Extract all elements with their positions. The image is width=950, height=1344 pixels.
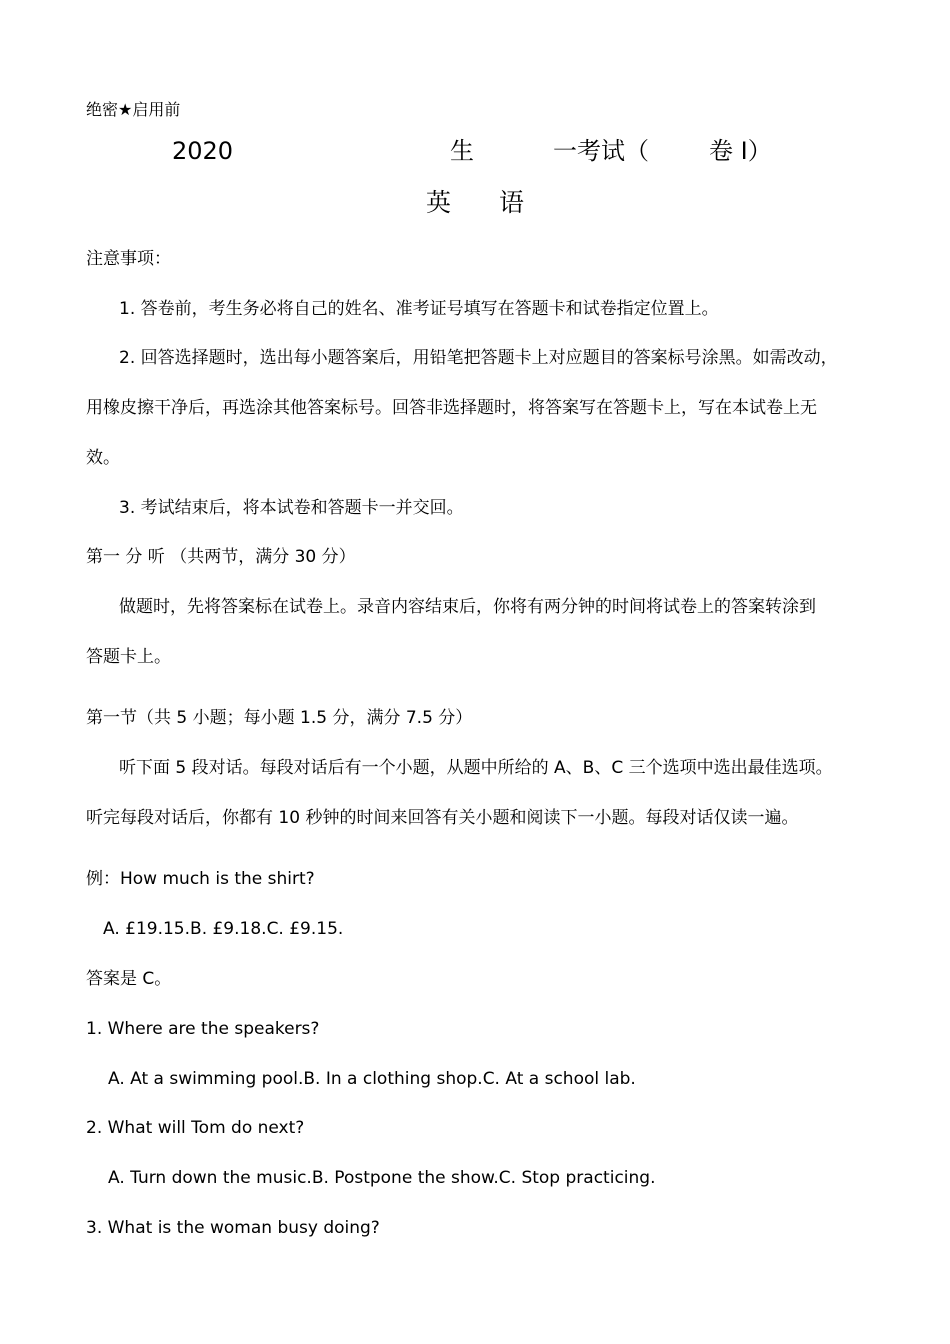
example-question: 例：How much is the shirt? xyxy=(86,869,315,889)
note-item-2-line-1: 2. 回答选择题时，选出每小题答案后，用铅笔把答题卡上对应题目的答案标号涂黑。如需改动， xyxy=(119,348,838,368)
question-2-options: A. Turn down the music.B. Postpone the show.C. Stop practicing. xyxy=(108,1168,656,1188)
subject-title: 英 语 xyxy=(426,188,544,217)
title-part-c: 卷 I） xyxy=(709,137,772,165)
section1-heading: 第一节（共 5 小题；每小题 1.5 分，满分 7.5 分） xyxy=(86,708,473,728)
title-year: 2020 xyxy=(172,137,234,165)
question-1-options: A. At a swimming pool.B. In a clothing shop.C. At a school lab. xyxy=(108,1069,636,1089)
title-part-a: 生 xyxy=(450,137,474,165)
note-item-3: 3. 考试结束后，将本试卷和答题卡一并交回。 xyxy=(119,498,464,518)
example-options: A. £19.15.B. £9.18.C. £9.15. xyxy=(103,919,344,939)
section1-instruction-line-1: 听下面 5 段对话。每段对话后有一个小题，从题中所给的 A、B、C 三个选项中选出最佳选项。 xyxy=(119,758,833,778)
note-item-2-line-2: 用橡皮擦干净后，再选涂其他答案标号。回答非选择题时，将答案写在答题卡上，写在本试卷上无 xyxy=(86,398,817,418)
note-item-1: 1. 答卷前，考生务必将自己的姓名、准考证号填写在答题卡和试卷指定位置上。 xyxy=(119,299,719,319)
title-part-b: 一考试（ xyxy=(553,137,649,165)
section1-instruction-line-2: 听完每段对话后，你都有 10 秒钟的时间来回答有关小题和阅读下一小题。每段对话仅读一遍。 xyxy=(86,808,799,828)
part1-heading: 第一 分 听 （共两节，满分 30 分） xyxy=(86,547,356,567)
question-3: 3. What is the woman busy doing? xyxy=(86,1218,380,1238)
example-answer: 答案是 C。 xyxy=(86,969,172,989)
question-2: 2. What will Tom do next? xyxy=(86,1118,305,1138)
part1-instruction-line-2: 答题卡上。 xyxy=(86,647,171,667)
exam-title xyxy=(0,136,950,166)
part1-instruction-line-1: 做题时，先将答案标在试卷上。录音内容结束后，你将有两分钟的时间将试卷上的答案转涂到 xyxy=(119,597,816,617)
notes-heading: 注意事项： xyxy=(86,249,171,269)
secret-label: 绝密★启用前 xyxy=(86,100,181,119)
question-1: 1. Where are the speakers? xyxy=(86,1019,320,1039)
note-item-2-line-3: 效。 xyxy=(86,448,120,468)
